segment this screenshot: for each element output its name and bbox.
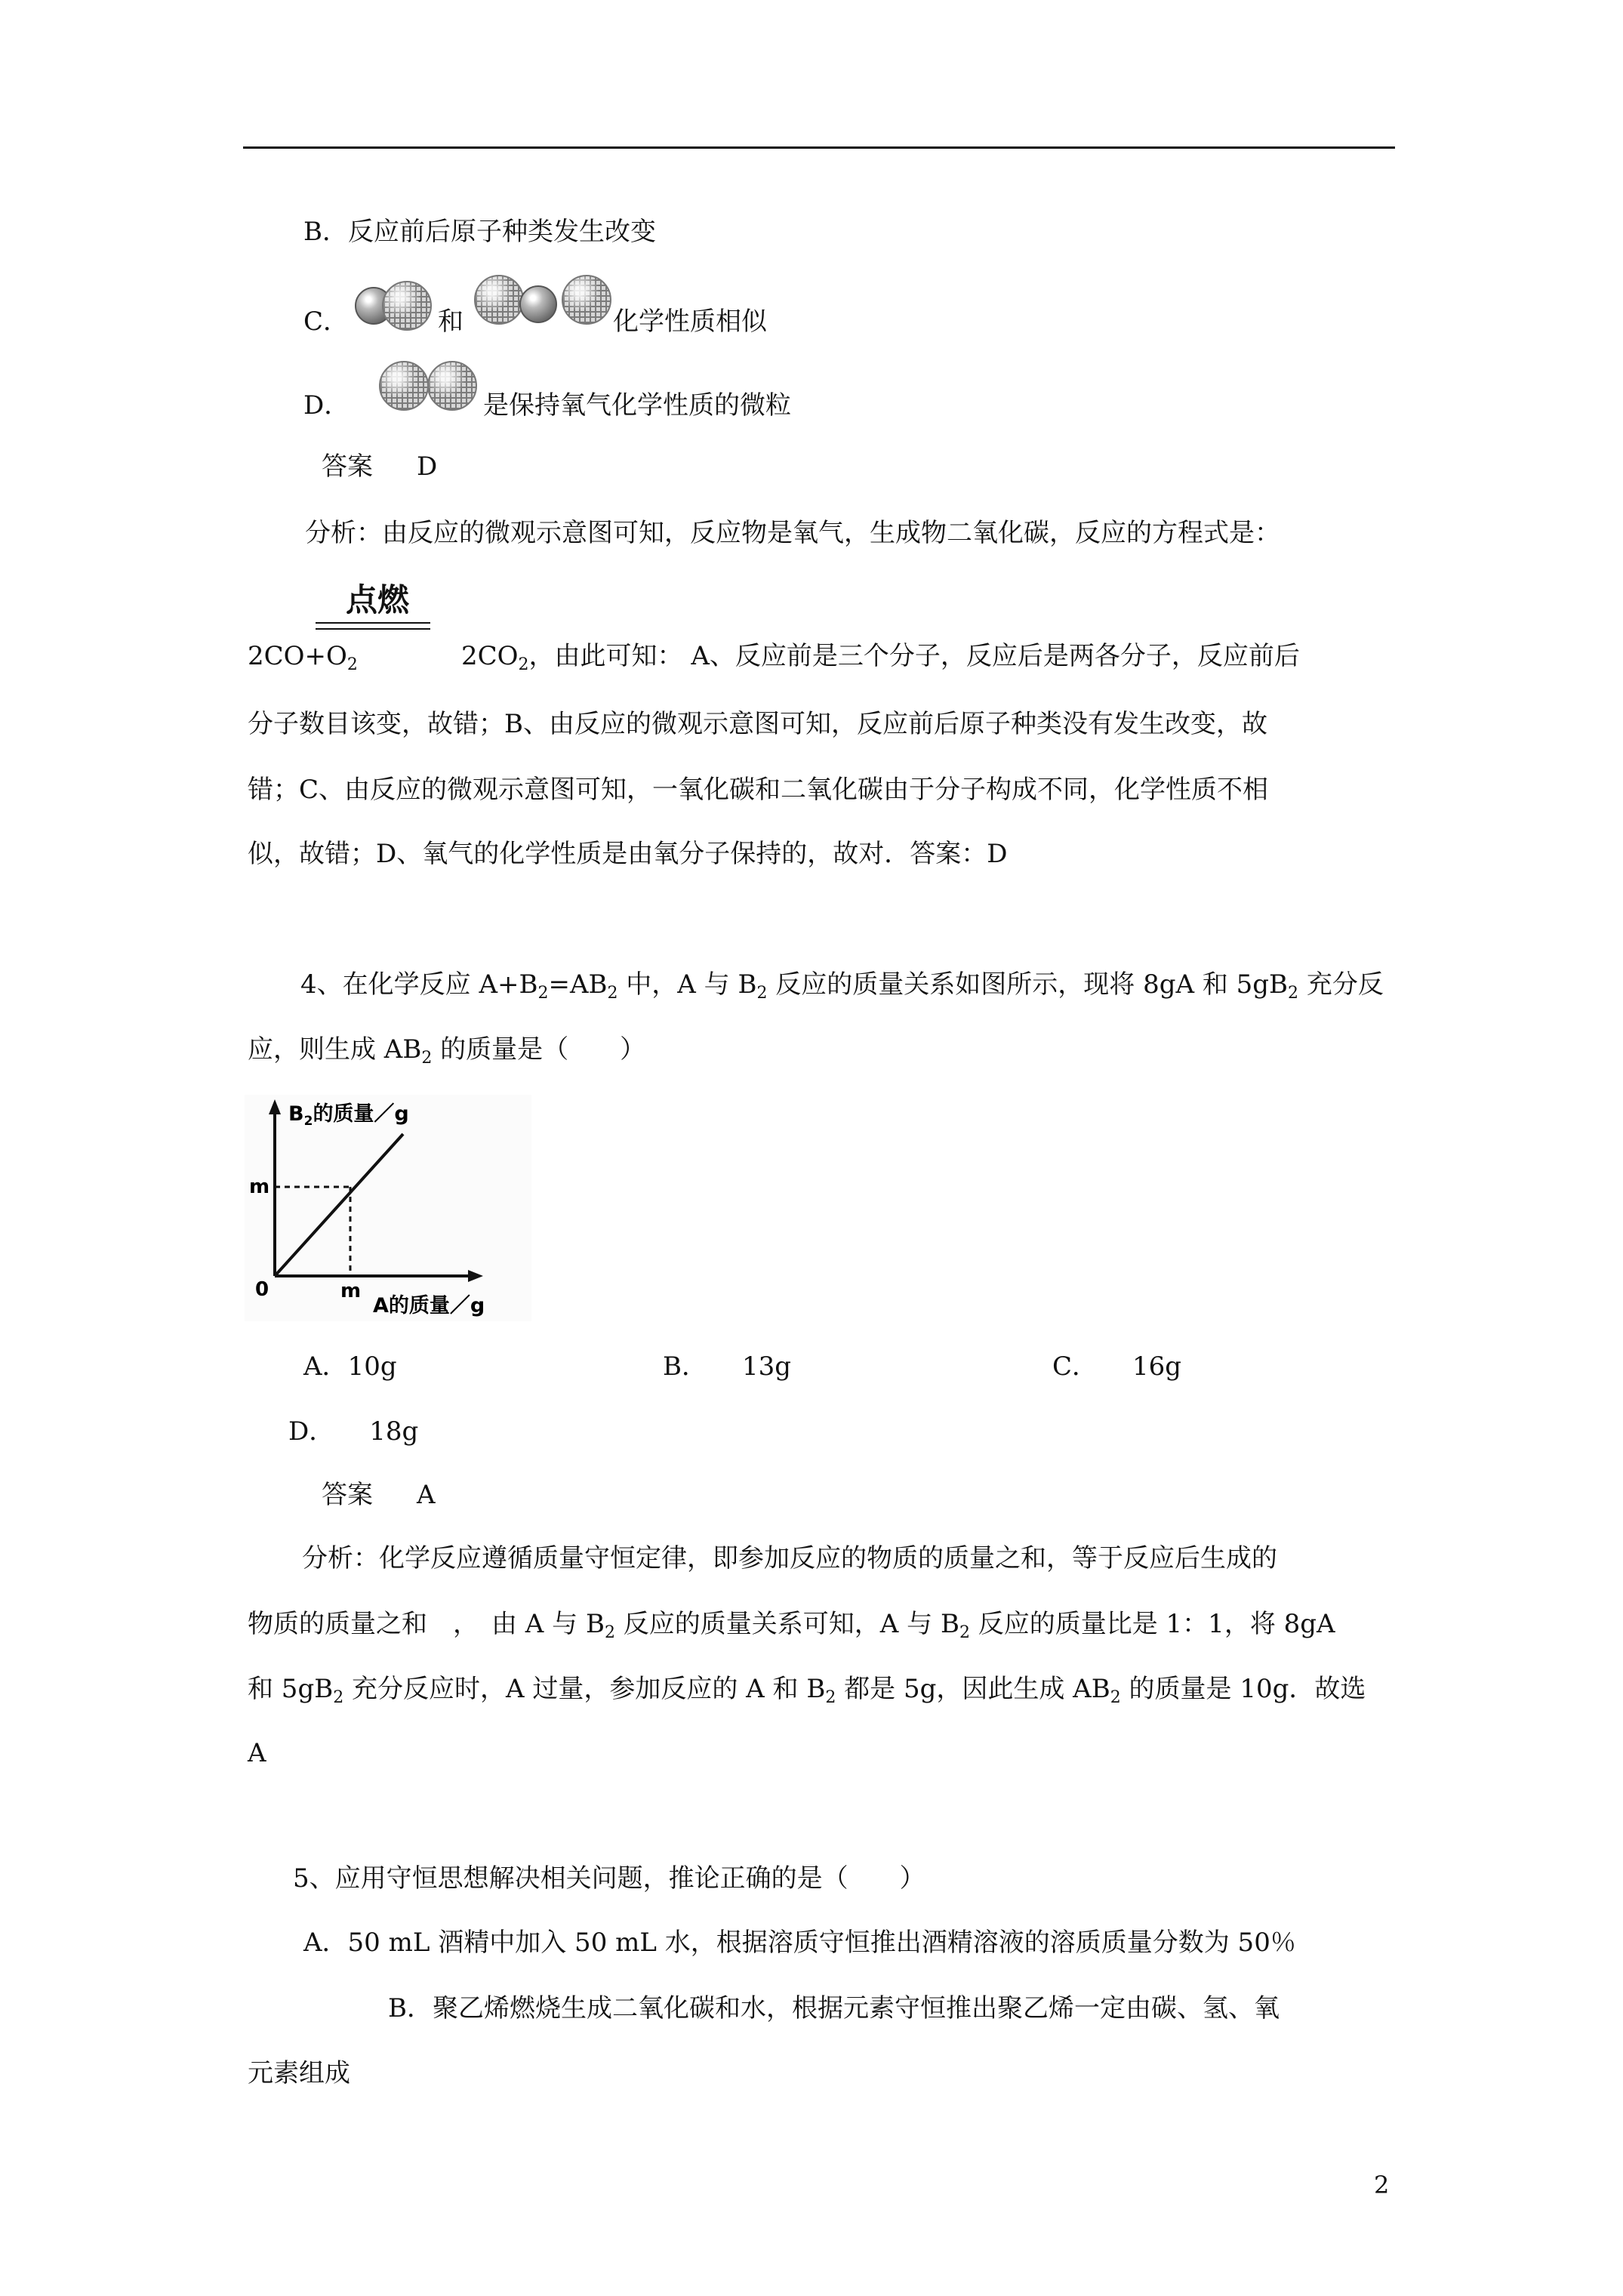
mass-relation-graph [245,1095,531,1321]
q4-analysis-line4: A [248,1738,266,1768]
x-tick-label: m [340,1280,362,1302]
q4-option-a: A．10g [303,1351,397,1382]
q3-equation-left: $2CO+O_2$ [248,641,358,674]
equation-bar-bottom [316,628,430,630]
origin-label: 0 [255,1278,269,1301]
y-tick-label: m [249,1176,270,1198]
q4-stem-line1: 4、在化学反应 $A+B_2=AB_2$ 中，A 与 $B_2$ 反应的质量关系如图所示，现将 8gA 和 $5gB_2$ 充分反 [300,969,1384,1003]
q3-option-d-text: 是保持氧气化学性质的微粒 [483,390,791,421]
equation-bar-top [316,622,430,624]
answer-label: 答案 [322,1480,373,1510]
q5-option-a: A．50 mL 酒精中加入 50 mL 水，根据溶质守恒推出酒精溶液的溶质质量分数为 50％ [303,1928,1296,1958]
q3-option-b: B．反应前后原子种类发生改变 [303,217,656,247]
q4-option-d: D． 18g [288,1416,419,1447]
q3-option-d-label: D． [303,390,350,421]
q3-option-c-label: C． [303,307,350,337]
q3-option-c-text: 化学性质相似 [613,307,767,337]
q3-analysis-line5: 似，故错；D、氧气的化学性质是由氧分子保持的，故对．答案：D [248,839,1008,869]
q4-stem-line2: 应，则生成 $AB_2$ 的质量是（ ） [248,1034,646,1068]
q4-answer [322,1478,436,1512]
q4-option-b: B． 13g [663,1351,792,1382]
answer-label: 答案 [322,451,373,482]
answer-value: D [417,451,438,482]
graph-background [245,1095,531,1321]
answer-value: A [417,1480,436,1510]
x-axis-label: A的质量／g [373,1294,485,1318]
q3-analysis-line3: 分子数目该变，故错；B、由反应的微观示意图可知，反应前后原子种类没有发生改变，故 [248,709,1267,739]
q3-analysis-line4: 错；C、由反应的微观示意图可知，一氧化碳和二氧化碳由于分子构成不同，化学性质不相 [248,775,1269,805]
q4-analysis-line1: 分析：化学反应遵循质量守恒定律，即参加反应的物质的质量之和，等于反应后生成的 [302,1543,1277,1573]
q3-option-c-and: 和 [438,307,463,337]
q5-option-b-line2: 元素组成 [248,2058,350,2088]
q3-analysis-line1: 分析：由反应的微观示意图可知，反应物是氧气，生成物二氧化碳，反应的方程式是： [305,518,1280,548]
q3-answer [322,450,437,483]
q4-option-c: C． 16g [1052,1351,1182,1382]
q4-analysis-line3: 和 $5gB_2$ 充分反应时，A 过量，参加反应的 A 和 $B_2$ 都是 5g，因此生成 $AB_2$ 的质量是 10g．故选 [248,1674,1366,1707]
header-rule [243,146,1395,149]
q4-analysis-line2: 物质的质量之和 ， 由 A 与 $B_2$ 反应的质量关系可知，A 与 $B_2$ 反应的质量比是 1：1，将 8gA [248,1609,1335,1642]
q5-option-b-line1: B．聚乙烯燃烧生成二氧化碳和水，根据元素守恒推出聚乙烯一定由碳、氢、氧 [388,1993,1280,2023]
y-axis-label: $B_2$的质量／g [288,1102,409,1129]
reaction-condition: 点燃 [346,581,410,618]
q5-stem: 5、应用守恒思想解决相关问题，推论正确的是（ ） [293,1863,925,1894]
q3-equation-right: $2CO_2$，由此可知： A、反应前是三个分子，反应后是两各分子，反应前后 [461,641,1300,674]
page-number: 2 [1374,2171,1390,2199]
